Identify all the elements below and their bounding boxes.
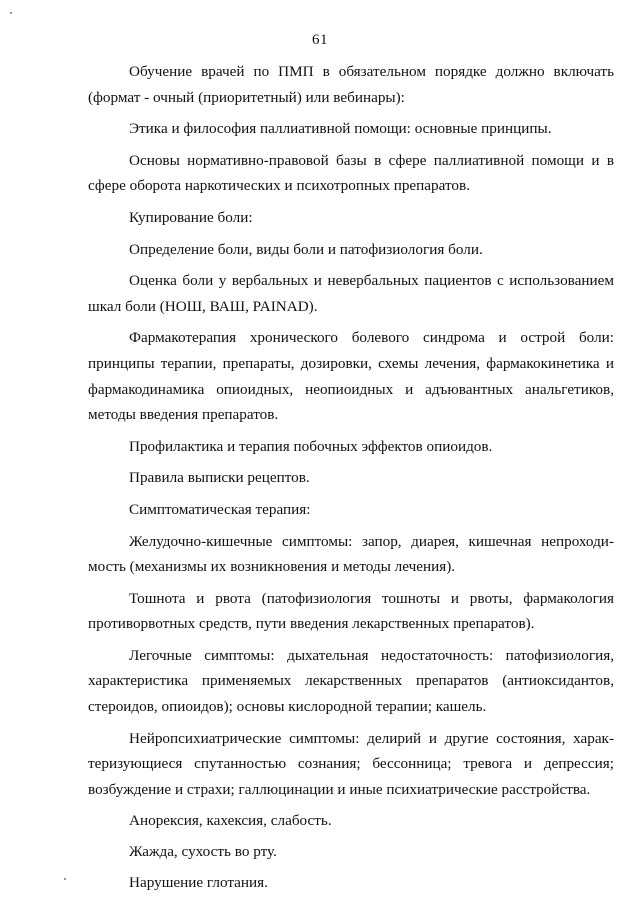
paragraph-nausea: Тошнота и рвота (патофизиология тошноты и рвоты, фармакология противорвотных средств, пути введения лекарственных препаратов). <box>88 589 614 633</box>
scan-speck <box>10 12 12 14</box>
paragraph-anorexia: Анорексия, кахексия, слабость. <box>129 812 332 830</box>
paragraph-swallowing: Нарушение глотания. <box>129 873 268 891</box>
paragraph-gastrointestinal: Желудочно-кишечные симптомы: запор, диарея, кишечная непроходимость (механизмы их возникновения и методы лечения). <box>88 532 614 576</box>
paragraph-pain-definition: Определение боли, виды боли и патофизиология боли. <box>129 240 483 258</box>
paragraph-pulmonary: Легочные симптомы: дыхательная недостаточность: патофизиология, характеристика применяемых лекарственных препаратов (антиоксидантов, стероидов, опиоидов); основы кислородной терапии; кашель. <box>88 646 614 716</box>
paragraph-ethics: Этика и философия паллиативной помощи: основные принципы. <box>129 120 552 138</box>
paragraph-intro: Обучение врачей по ПМП в обязательном порядке должно включать (формат - очный (приоритетный) или вебинары): <box>88 63 614 106</box>
paragraph-pain-relief-heading: Купирование боли: <box>129 208 253 226</box>
body-text <box>88 59 614 900</box>
paragraph-legal-basis: Основы нормативно-правовой базы в сфере паллиативной помощи и в сфере оборота наркотических и психотропных препаратов. <box>88 151 614 195</box>
paragraph-side-effects: Профилактика и терапия побочных эффектов опиоидов. <box>129 437 493 455</box>
paragraph-pharmacotherapy: Фармакотерапия хронического болевого синдрома и острой боли: принципы терапии, препараты, дозировки, схемы лечения, фармакокинетика и фармакодинамика опиоидных, неопиоидных и адъювантных анальгетиков, методы введения препаратов. <box>88 329 614 424</box>
page-number: 61 <box>312 32 328 48</box>
paragraph-thirst: Жажда, сухость во рту. <box>129 843 277 861</box>
paragraph-symptomatic-heading: Симптоматическая терапия: <box>129 500 311 518</box>
paragraph-neuropsychiatric: Нейропсихиатрические симптомы: делирий и другие состояния, характеризующиеся спутанностью сознания; бессонница; тревога и депрессия; возбуждение и страхи; галлюцинации и иные психиатрические расстройства. <box>88 729 614 798</box>
scan-speck <box>64 878 66 880</box>
paragraph-prescriptions: Правила выписки рецептов. <box>129 469 310 487</box>
paragraph-pain-assessment: Оценка боли у вербальных и невербальных пациентов с использованием шкал боли (НОШ, ВАШ, PAINAD). <box>88 272 614 315</box>
